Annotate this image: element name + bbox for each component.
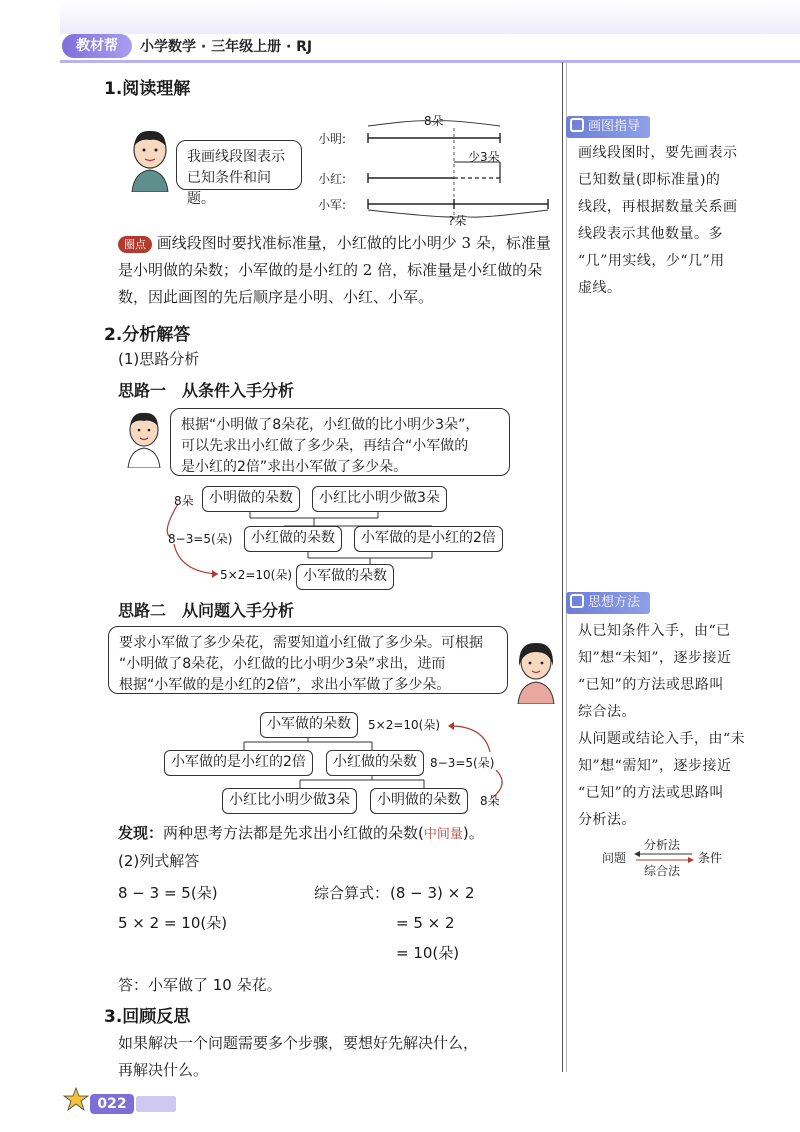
box-xiaoming-count: 小明做的朵数 bbox=[370, 788, 468, 814]
tag-label: 思想方法 bbox=[588, 595, 641, 610]
note-8-3: 8−3=5(朵) bbox=[430, 756, 495, 770]
combo-label: 综合算式： bbox=[314, 884, 390, 902]
discovery-label: 发现： bbox=[118, 824, 164, 842]
bubble-line: “小明做了8朵花，小红做的比小明少3朵”求出，进而 bbox=[119, 656, 446, 672]
segment-lines bbox=[318, 108, 558, 230]
sidebar-tag-thinking-method bbox=[566, 592, 650, 614]
pencil-icon bbox=[570, 118, 584, 132]
box-double: 小军做的是小红的2倍 bbox=[164, 750, 313, 776]
text-line: 数，因此画图的先后顺序是小明、小红、小军。 bbox=[118, 288, 434, 306]
speech-bubble-1 bbox=[176, 140, 302, 207]
note-8: 8朵 bbox=[174, 494, 194, 508]
text-line: 线段表示其他数量。多 bbox=[578, 226, 723, 242]
box-xiaojun-count: 小军做的朵数 bbox=[260, 712, 358, 738]
text-line: 综合法。 bbox=[578, 704, 636, 720]
sidebar-text-2 bbox=[578, 618, 784, 834]
box-double: 小军做的是小红的2倍 bbox=[354, 526, 503, 552]
text-line: “已知”的方法或思路叫 bbox=[578, 785, 724, 801]
section-2-title: 2.分析解答 bbox=[104, 325, 191, 345]
subsection-1-title: (1)思路分析 bbox=[118, 350, 200, 368]
text-line: 是小明做的朵数；小军做的是小红的 2 倍，标准量是小红做的朵 bbox=[118, 261, 543, 279]
text-line: 画线段图时，要先画表示 bbox=[578, 145, 738, 161]
less-label: 少3朵 bbox=[468, 150, 500, 164]
header-title: 小学数学 · 三年级上册 · RJ bbox=[140, 39, 313, 55]
flow-diagram-1 bbox=[160, 486, 520, 590]
bubble-line: 根据“小明做了8朵花，小红做的比小明少3朵”， bbox=[181, 417, 480, 433]
row-label-xiaohong: 小红: bbox=[318, 172, 347, 186]
box-xiaohong-count: 小红做的朵数 bbox=[244, 526, 342, 552]
sidebar-divider bbox=[562, 62, 563, 1072]
discovery-text: 两种思考方法都是先求出小红做的朵数( bbox=[163, 824, 424, 842]
section-1-title: 1.阅读理解 bbox=[104, 79, 191, 99]
note-8: 8朵 bbox=[480, 794, 500, 808]
bubble-line: 要求小军做了多少朵花，需要知道小红做了多少朵。可根据 bbox=[119, 635, 483, 651]
row-label-xiaojun: 小军: bbox=[318, 198, 347, 212]
total-label: 8朵 bbox=[424, 114, 444, 128]
header-badge: 教材帮 bbox=[62, 34, 132, 58]
text-line: 知”想“未知”，逐步接近 bbox=[578, 650, 732, 666]
discovery-note: 中间量 bbox=[423, 827, 463, 842]
note-5x2: 5×2=10(朵) bbox=[368, 718, 441, 732]
text-line: 知”想“需知”，逐步接近 bbox=[578, 758, 732, 774]
circle-tag: 圈点 bbox=[118, 236, 152, 253]
equation-1: 8 − 3 = 5(朵) bbox=[118, 884, 218, 902]
text-line: 如果解决一个问题需要多个步骤，要想好先解决什么， bbox=[118, 1034, 479, 1052]
answer: 答：小军做了 10 朵花。 bbox=[118, 976, 282, 994]
header-background bbox=[60, 0, 800, 34]
sidebar-divider-inner bbox=[566, 62, 567, 1072]
text-span: 画线段图时要找准标准量，小红做的比小明少 3 朵，标准量 bbox=[156, 234, 551, 252]
text-line: 已知数量(即标准量)的 bbox=[578, 172, 721, 188]
bubble-line: 可以先求出小红做了多少朵，再结合“小军做的 bbox=[181, 438, 469, 454]
text-line: 从问题或结论入手，由“未 bbox=[578, 731, 746, 747]
subsection-2-title: (2)列式解答 bbox=[118, 852, 200, 870]
page-number: 022 bbox=[97, 1096, 127, 1112]
text-line: 虚线。 bbox=[578, 280, 622, 296]
text-line: “已知”的方法或思路叫 bbox=[578, 677, 724, 693]
flow-arrows bbox=[632, 850, 696, 864]
text-line: 分析法。 bbox=[578, 812, 636, 828]
boy-avatar-2 bbox=[124, 410, 164, 468]
pencil-icon bbox=[570, 594, 584, 608]
flow-right: 条件 bbox=[698, 851, 723, 865]
box-xiaoming-count: 小明做的朵数 bbox=[202, 486, 300, 512]
header-rule bbox=[60, 60, 800, 63]
speech-bubble-3 bbox=[108, 626, 508, 694]
bubble-line: 是小红的2倍”求出小军做了多少朵。 bbox=[181, 459, 408, 475]
bubble-line: 已知条件和问题。 bbox=[187, 170, 271, 207]
flow-left: 问题 bbox=[602, 851, 627, 865]
section-3-text bbox=[118, 1030, 558, 1084]
note-5x2: 5×2=10(朵) bbox=[220, 568, 293, 582]
flow-bottom: 综合法 bbox=[644, 864, 681, 878]
line-segment-diagram bbox=[318, 108, 558, 230]
flow-top: 分析法 bbox=[644, 838, 681, 852]
sidebar-text-1 bbox=[578, 140, 784, 302]
path-1-title: 思路一 从条件入手分析 bbox=[118, 381, 295, 400]
speech-bubble-2 bbox=[170, 408, 510, 476]
text-line: “几”用实线，少“几”用 bbox=[578, 253, 725, 269]
combo-line-3: = 10(朵) bbox=[396, 944, 460, 962]
discovery-line bbox=[118, 820, 558, 848]
box-xiaohong-count: 小红做的朵数 bbox=[326, 750, 424, 776]
section-1-text bbox=[118, 230, 558, 311]
text-line: 线段，再根据数量关系画 bbox=[578, 199, 738, 215]
girl-avatar bbox=[514, 640, 558, 704]
path-2-title: 思路二 从问题入手分析 bbox=[118, 601, 295, 620]
box-less-3: 小红比小明少做3朵 bbox=[312, 486, 447, 512]
discovery-end: )。 bbox=[462, 824, 484, 842]
text-line: 再解决什么。 bbox=[118, 1061, 209, 1079]
bubble-line: 根据“小军做的是小红的2倍”，求出小军做了多少朵。 bbox=[119, 677, 451, 693]
row-label-xiaoming: 小明: bbox=[318, 132, 347, 146]
sidebar-tag-drawing-guide bbox=[566, 116, 650, 138]
note-8-3: 8−3=5(朵) bbox=[168, 532, 233, 546]
tag-label: 画图指导 bbox=[588, 119, 641, 134]
equation-2: 5 × 2 = 10(朵) bbox=[118, 914, 228, 932]
page-number-badge bbox=[60, 1082, 180, 1118]
method-flow bbox=[600, 836, 770, 876]
text-line: 从已知条件入手，由“已 bbox=[578, 623, 731, 639]
unknown-label: ?朵 bbox=[448, 214, 467, 228]
flow-diagram-2 bbox=[160, 712, 520, 818]
box-xiaojun-count: 小军做的朵数 bbox=[296, 564, 394, 590]
combo-line-1: (8 − 3) × 2 bbox=[390, 884, 475, 902]
box-less-3: 小红比小明少做3朵 bbox=[222, 788, 357, 814]
text-line bbox=[118, 230, 558, 257]
bubble-line: 我画线段图表示 bbox=[187, 149, 285, 165]
boy-avatar bbox=[128, 128, 172, 192]
section-3-title: 3.回顾反思 bbox=[104, 1007, 191, 1027]
combo-line-2: = 5 × 2 bbox=[396, 914, 455, 932]
